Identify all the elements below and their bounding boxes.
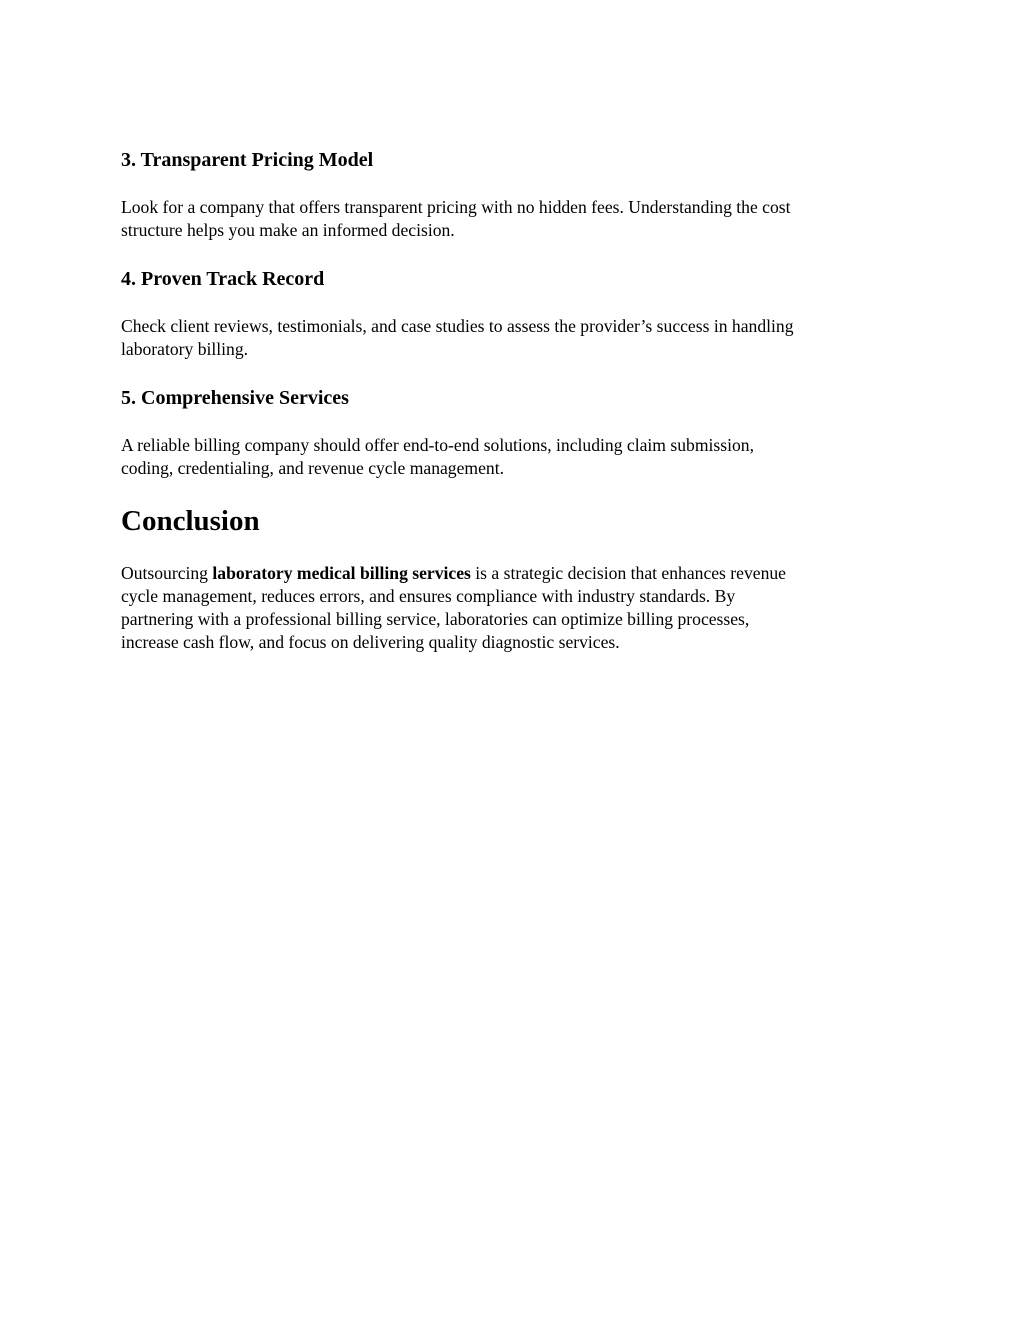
paragraph-line: laboratory billing.: [121, 339, 249, 359]
section-paragraph: [121, 434, 901, 480]
section-heading: 4. Proven Track Record: [121, 268, 325, 290]
text-run: is a strategic decision that enhances revenue: [470, 563, 786, 583]
section-heading: 3. Transparent Pricing Model: [121, 149, 374, 171]
paragraph-line: A reliable billing company should offer end-to-end solutions, including claim submission,: [121, 435, 754, 455]
section-paragraph: [121, 196, 901, 242]
paragraph-line: Look for a company that offers transparent pricing with no hidden fees. Understanding the cost: [121, 197, 791, 217]
conclusion-heading: Conclusion: [121, 505, 260, 537]
paragraph-line: coding, credentialing, and revenue cycle management.: [121, 458, 504, 478]
paragraph-line: partnering with a professional billing service, laboratories can optimize billing processes,: [121, 609, 750, 629]
paragraph-line: Check client reviews, testimonials, and case studies to assess the provider’s success in handling: [121, 316, 794, 336]
section-heading: 5. Comprehensive Services: [121, 387, 349, 409]
conclusion-paragraph: [121, 562, 901, 654]
paragraph-line: [121, 562, 901, 585]
section-paragraph: [121, 315, 901, 361]
paragraph-line: cycle management, reduces errors, and ensures compliance with industry standards. By: [121, 586, 736, 606]
paragraph-line: increase cash flow, and focus on delivering quality diagnostic services.: [121, 632, 620, 652]
text-run: Outsourcing: [121, 563, 213, 583]
paragraph-line: structure helps you make an informed decision.: [121, 220, 455, 240]
bold-keyword: laboratory medical billing services: [212, 563, 471, 583]
